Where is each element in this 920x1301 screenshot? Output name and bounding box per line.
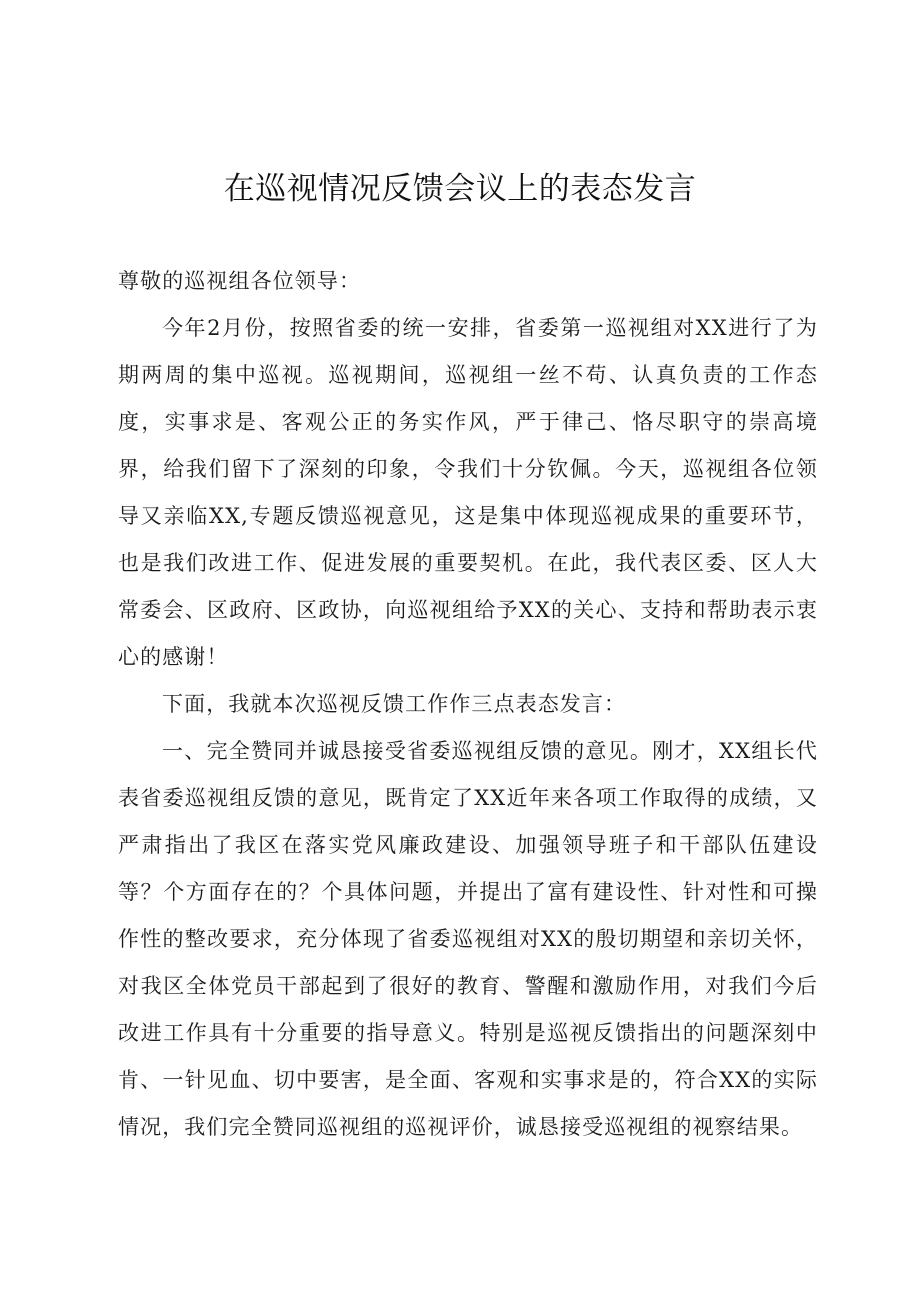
salutation: 尊敬的巡视组各位领导： <box>118 269 362 293</box>
paragraph-point-one: 一、完全赞同并诚恳接受省委巡视组反馈的意见。刚才，XX组长代表省委巡视组反馈的意见，既肯定了XX近年来各项工作取得的成绩，又严肃指出了我区在落实党风廉政建设、加强领导班子和干部队伍建设等？个方面存在的？个具体问题，并提出了富有建设性、针对性和可操作性的整改要求，充分体现了省委巡视组对XX的殷切期望和亲切关怀，对我区全体党员干部起到了很好的教育、警醒和激励作用，对我们今后改进工作具有十分重要的指导意义。特别是巡视反馈指出的问题深刻中肯、一针见血、切中要害，是全面、客观和实事求是的，符合XX的实际情况，我们完全赞同巡视组的巡视评价，诚恳接受巡视组的视察结果。 <box>118 739 818 1139</box>
document-title: 在巡视情况反馈会议上的表态发言 <box>223 171 697 207</box>
document-body <box>118 258 818 1151</box>
paragraph-intro: 今年2月份，按照省委的统一安排，省委第一巡视组对XX进行了为期两周的集中巡视。巡视期间，巡视组一丝不苟、认真负责的工作态度，实事求是、客观公正的务实作风，严于律己、恪尽职守的崇高境界，给我们留下了深刻的印象，令我们十分钦佩。今天，巡视组各位领导又亲临XX,专题反馈巡视意见，这是集中体现巡视成果的重要环节，也是我们改进工作、促进发展的重要契机。在此，我代表区委、区人大常委会、区政府、区政协，向巡视组给予XX的关心、支持和帮助表示衷心的感谢！ <box>118 316 818 669</box>
paragraph-transition: 下面，我就本次巡视反馈工作作三点表态发言： <box>162 692 627 716</box>
